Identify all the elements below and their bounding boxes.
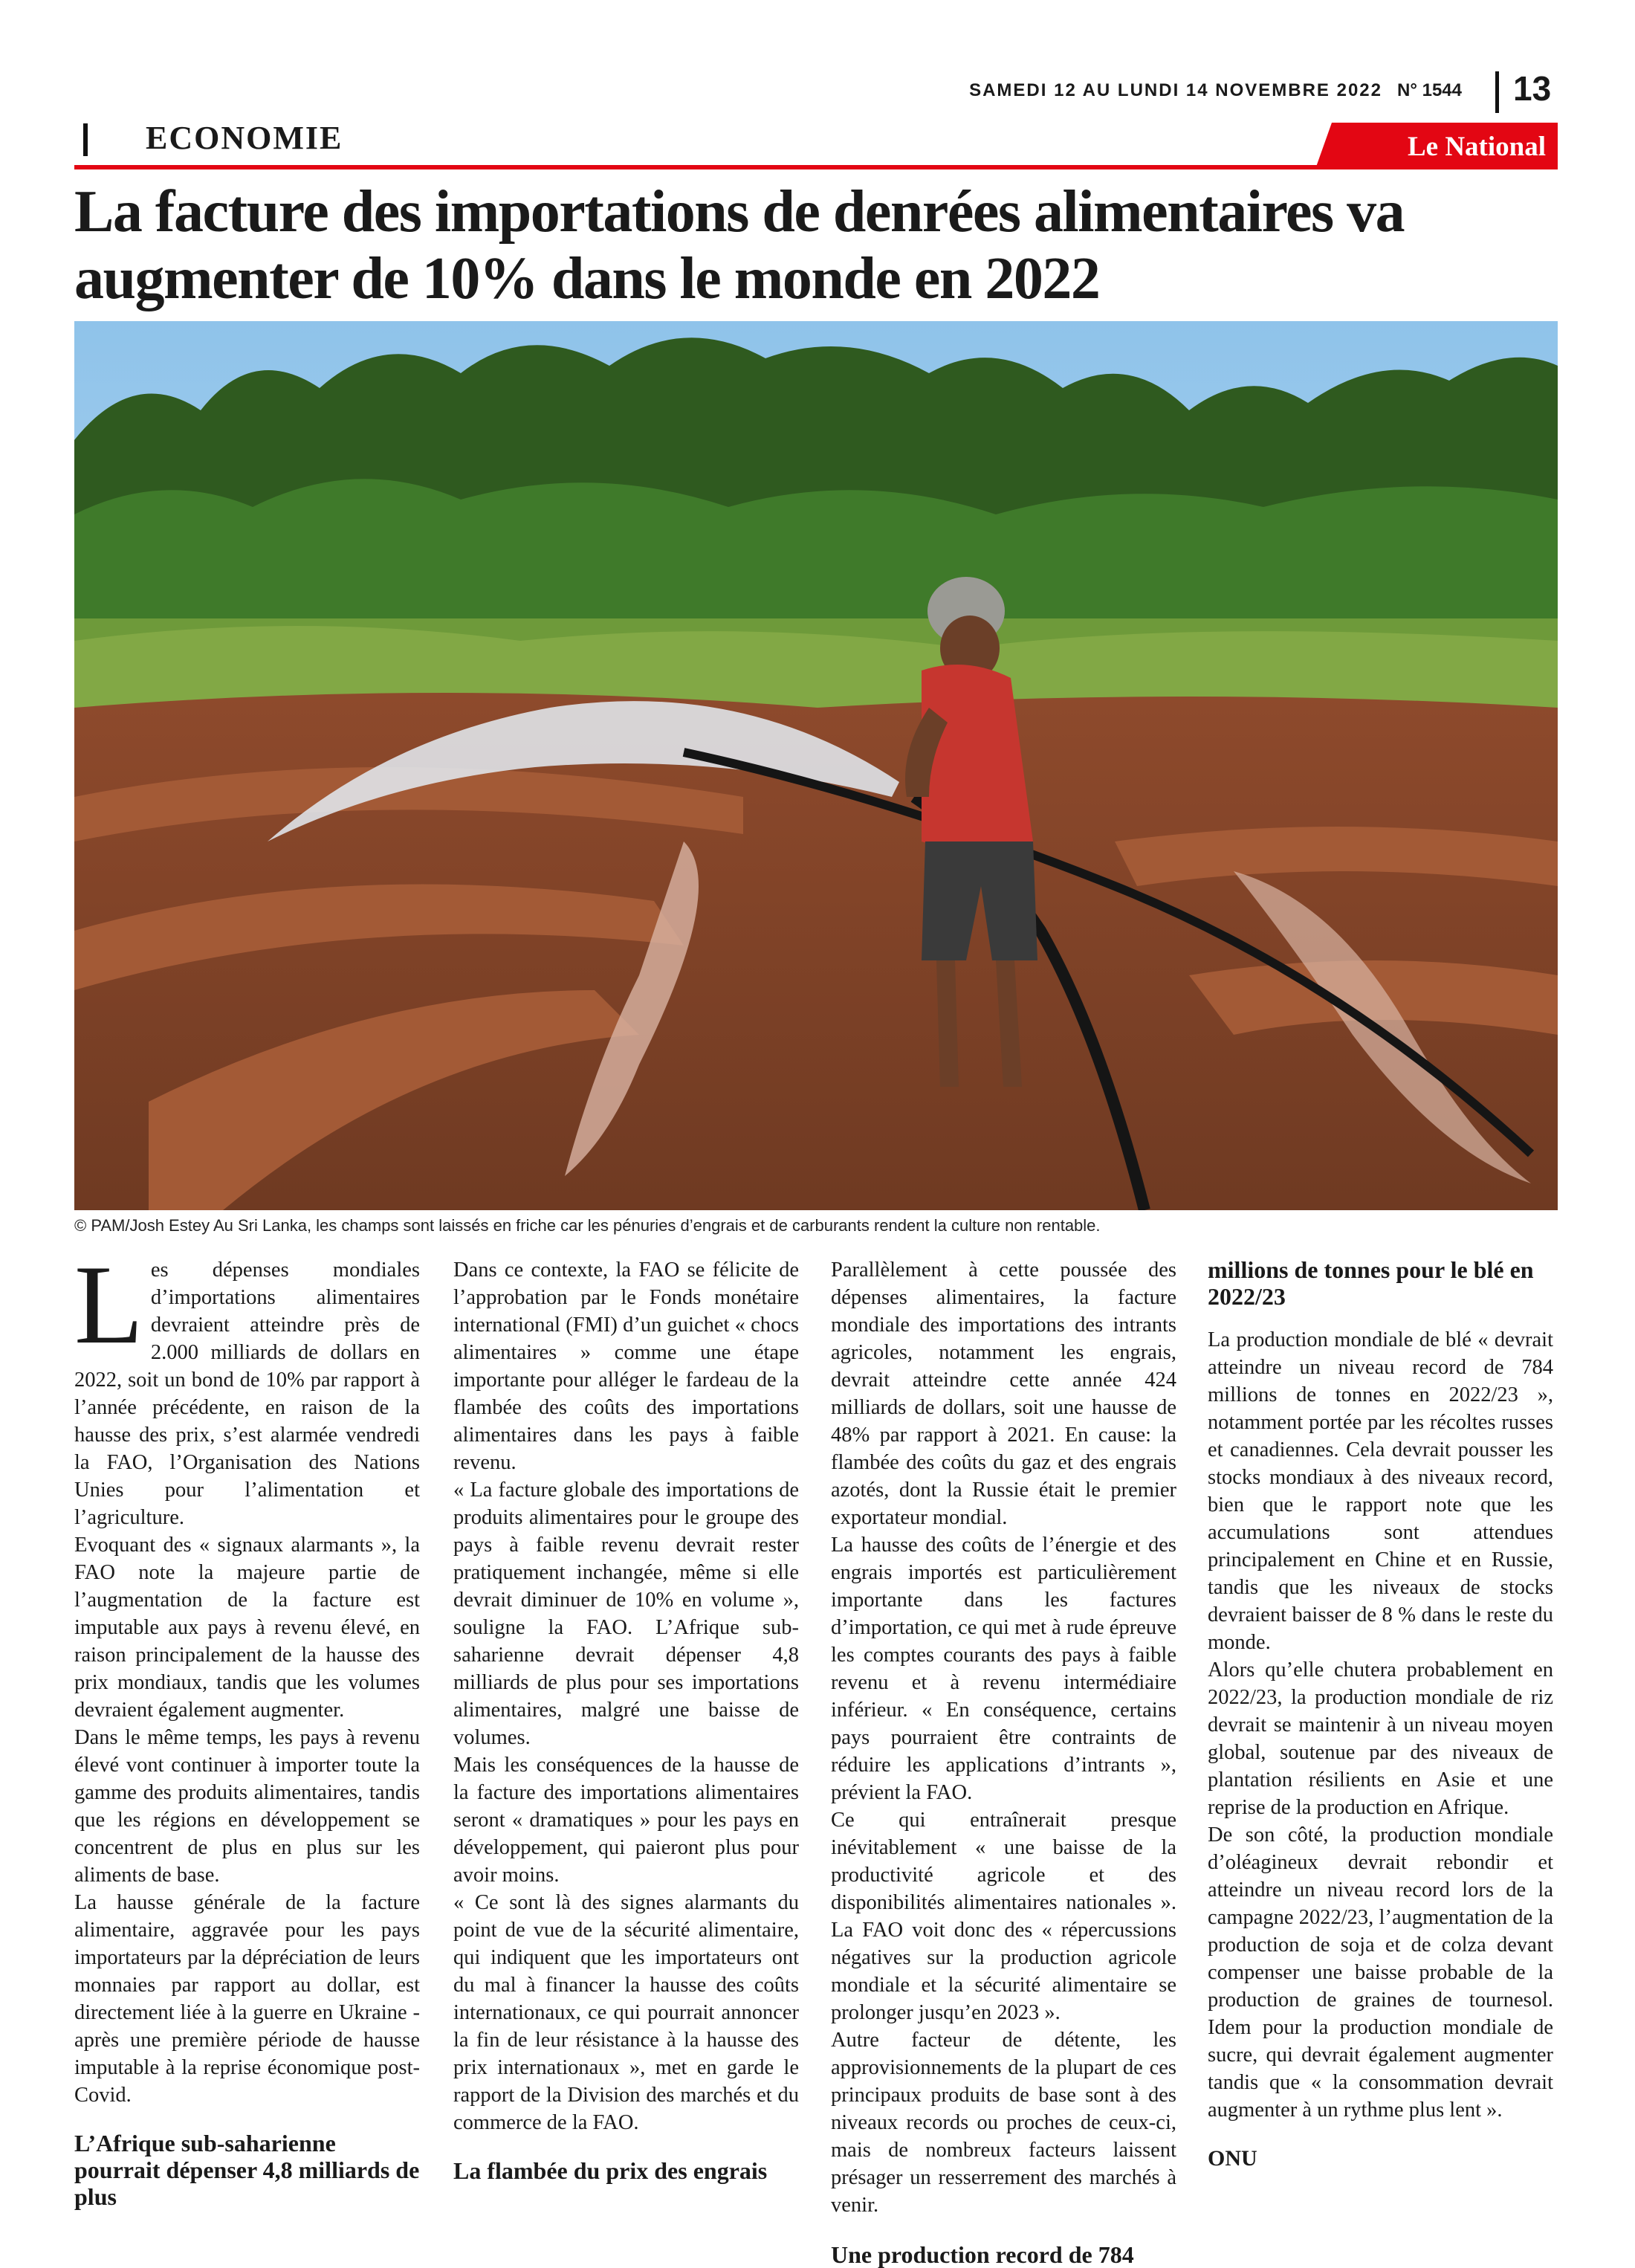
article-paragraph: Mais les conséquences de la hausse de la facture des importations alimentaires seront « dramatiques » pour les pays en développement, qui paieront plus pour avoir moins. — [453, 1754, 799, 1887]
article-paragraph: Evoquant des « signaux alarmants », la FAO note la majeure partie de l’augmentation de la facture est imputable aux pays à revenu élevé, en raison principalement de la hausse des prix mondiaux, tandis que les volumes devraient également augmenter. — [74, 1534, 420, 1722]
article-paragraph: De son côté, la production mondiale d’oléagineux devrait rebondir et atteindre un niveau record lors de la campagne 2022/23, l’augmentation de la production de soja et de colza devant compenser une baisse probable de la production de graines de tournesol. Idem pour la production mondiale de sucre, qui devrait également augmenter tandis que « la consommation devrait augmenter à un rythme plus lent ». — [1208, 1823, 1553, 2122]
subheading: L’Afrique sub-saharienne pourrait dépenser 4,8 milliards de plus — [74, 2130, 420, 2210]
article-column-3 — [831, 1256, 1176, 2268]
article-paragraph: La hausse générale de la facture alimentaire, aggravée pour les pays importateurs par la dépréciation de leurs monnaies par rapport au dollar, est directement liée à la guerre en Ukraine - après une première période de hausse imputable à la reprise économique post-Covid. — [74, 1891, 420, 2107]
article-paragraph: Alors qu’elle chutera probablement en 2022/23, la production mondiale de riz devrait se maintenir à un niveau moyen global, soutenue par des niveaux de plantation résilients en Asie et une reprise de la production en Afrique. — [1208, 1658, 1553, 1819]
article-headline: La facture des importations de denrées alimentaires va augmenter de 10% dans le monde en 2022 — [74, 179, 1405, 311]
paragraph-text: es dépenses mondiales d’importations alimentaires devraient atteindre près de 2.000 milliards de dollars en 2022, soit un bond de 10% par rapport à l’année précédente, en raison de la hausse des prix, s’est alarmée vendredi la FAO, l’Organisation des Nations Unies pour l’alimentation et l’agriculture. — [74, 1259, 420, 1529]
article-column-4 — [1208, 1256, 1553, 2172]
article-paragraph: Dans le même temps, les pays à revenu élevé vont continuer à importer toute la gamme des produits alimentaires, tandis que les régions en développement se concentrent de plus en plus sur les aliments de base. — [74, 1726, 420, 1887]
section-title: ECONOMIE — [146, 120, 343, 156]
brand-name: Le National — [1407, 132, 1546, 162]
article-paragraph: Parallèlement à cette poussée des dépenses alimentaires, la facture mondiale des importations des intrants agricoles, notamment les engrais, devrait atteindre cette année 424 milliards de dollars, soit une hausse de 48% par rapport à 2021. En cause: la flambée des coûts du gaz et des engrais azotés, dont la Russie était le premier exportateur mondial. — [831, 1259, 1176, 1529]
article-column-1 — [74, 1242, 420, 2210]
drop-cap: L — [74, 1242, 143, 1367]
article-paragraph: Ce qui entraînerait presque inévitablement « une baisse de la productivité agricole et des disponibilités alimentaires nationales ». La FAO voit donc des « répercussions négatives sur la production agricole mondiale et la sécurité alimentaire se prolonger jusqu’en 2023 ». — [831, 1809, 1176, 2024]
article-photo — [74, 321, 1558, 1210]
article-paragraph: La production mondiale de blé « devrait atteindre un niveau record de 784 millions de tonnes en 2022/23 », notamment portée par les récoltes russes et canadiennes. Cela devrait pousser les stocks mondiaux à des niveaux record, bien que le rapport note que les accumulations sont attendues principalement en Chine et en Russie, tandis que les niveaux de stocks devraient baisser de 8 % dans le reste du monde. — [1208, 1328, 1553, 1654]
article-paragraph: « La facture globale des importations de produits alimentaires pour le groupe des pays à faible revenu devrait rester pratiquement inchangée, même si elle devrait diminuer de 10% en volume », souligne la FAO. L’Afrique sub-saharienne devrait dépenser 4,8 milliards de plus pour ses importations alimentaires, malgré une baisse de volumes. — [453, 1479, 799, 1749]
subheading: millions de tonnes pour le blé en 2022/23 — [1208, 1256, 1534, 1310]
subheading: Une production record de 784 — [831, 2241, 1134, 2268]
article-paragraph — [74, 1242, 420, 1531]
article-paragraph: Dans ce contexte, la FAO se félicite de l’approbation par le Fonds monétaire international (FMI) d’un guichet « chocs alimentaires » comme une étape importante pour alléger le fardeau de la flambée des coûts des importations alimentaires dans les pays à faible revenu. — [453, 1259, 799, 1474]
article-paragraph: « Ce sont là des signes alarmants du point de vue de la sécurité alimentaire, qui indiquent que les importateurs ont du mal à financer la hausse des coûts internationaux, ce qui pourrait annoncer la fin de leur résistance à la hausse des prix internationaux », met en garde le rapport de la Division des marchés et du commerce de la FAO. — [453, 1891, 799, 2134]
photo-caption: © PAM/Josh Estey Au Sri Lanka, les champs sont laissés en friche car les pénuries d’engrais et de carburants rendent la culture non rentable. — [74, 1216, 1101, 1235]
page-number: 13 — [1513, 69, 1552, 108]
issue-date: SAMEDI 12 AU LUNDI 14 NOVEMBRE 2022 — [969, 80, 1382, 100]
section-marker — [83, 123, 88, 156]
header-rule — [74, 165, 1558, 169]
article-paragraph: La hausse des coûts de l’énergie et des engrais importés est particulièrement importante dans les factures d’importation, ce qui met à rude épreuve les comptes courants des pays à faible revenu et à revenu intermédiaire inférieur. « En conséquence, certains pays pourraient être contraints de réduire les applications d’intrants », prévient la FAO. — [831, 1534, 1176, 1804]
issue-number: N° 1544 — [1397, 80, 1462, 100]
subheading: La flambée du prix des engrais — [453, 2157, 768, 2184]
article-paragraph: Autre facteur de détente, les approvisionnements de la plupart de ces principaux produits de base sont à des niveaux records ou proches de ceux-ci, mais de nombreux facteurs laissent présager un resserrement des marchés à venir. — [831, 2029, 1176, 2217]
article-column-2 — [453, 1256, 799, 2184]
article-signature: ONU — [1208, 2146, 1257, 2171]
header-divider — [1495, 71, 1499, 113]
